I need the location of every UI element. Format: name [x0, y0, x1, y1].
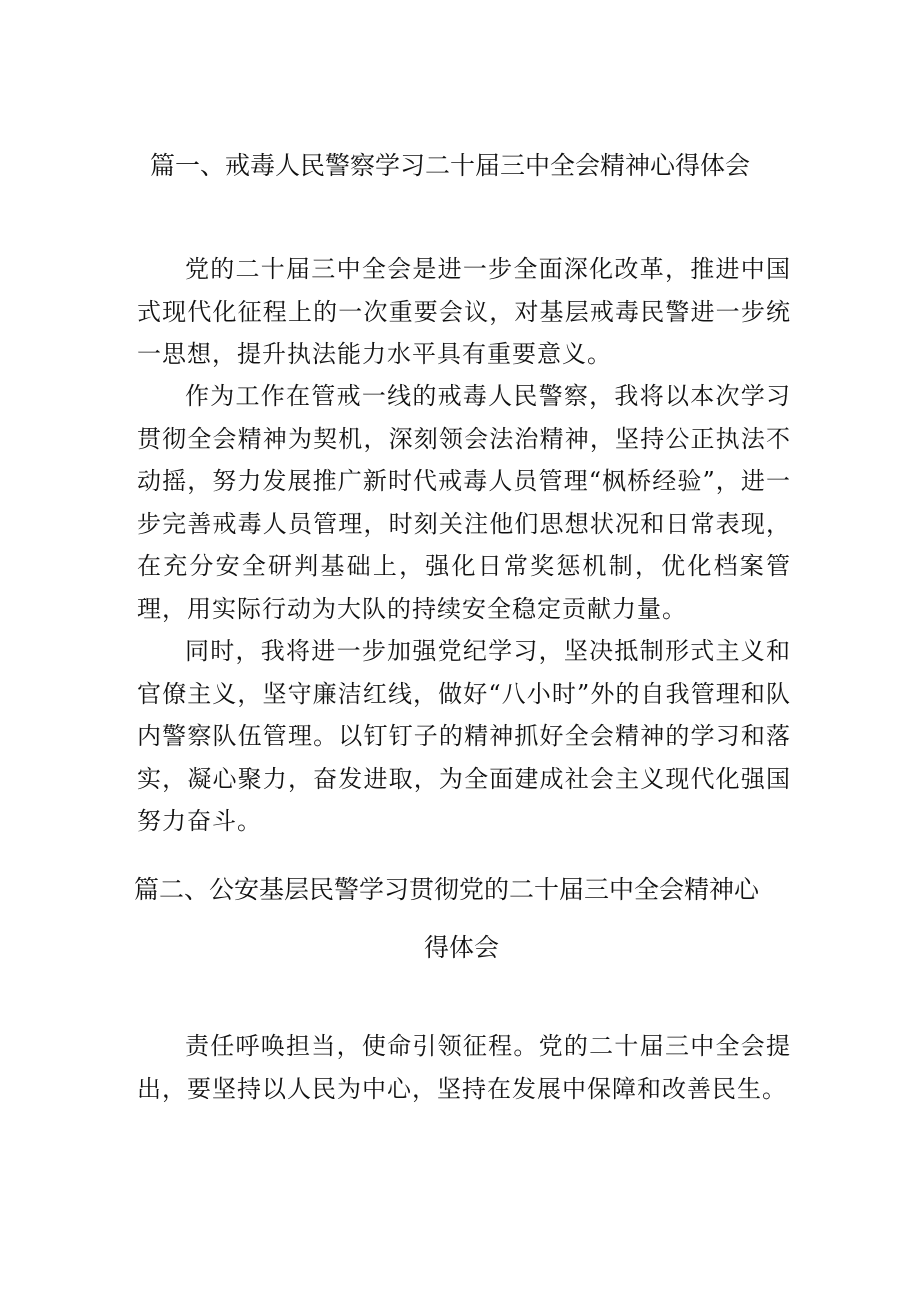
- article-2-paragraph-1: 责任呼唤担当，使命引领征程。党的二十届三中全会提出，要坚持以人民为中心，坚持在发展中保障和改善民生。: [137, 1032, 791, 1103]
- article-1-paragraph-1: 党的二十届三中全会是进一步全面深化改革，推进中国式现代化征程上的一次重要会议，对基层戒毒民警进一步统一思想，提升执法能力水平具有重要意义。: [137, 255, 791, 369]
- article-1-paragraph-3: 同时，我将进一步加强党纪学习，坚决抵制形式主义和官僚主义，坚守廉洁红线，做好“八小时”外的自我管理和队内警察队伍管理。以钉钉子的精神抓好全会精神的学习和落实，凝心聚力，奋发进取，为全面建成社会主义现代化强国努力奋斗。: [137, 637, 791, 836]
- article-1-paragraph-2: 作为工作在管戒一线的戒毒人民警察，我将以本次学习贯彻全会精神为契机，深刻领会法治精神，坚持公正执法不动摇，努力发展推广新时代戒毒人员管理“枫桥经验”，进一步完善戒毒人员管理，时刻关注他们思想状况和日常表现，在充分安全研判基础上，强化日常奖惩机制，优化档案管理，用实际行动为大队的持续安全稳定贡献力量。: [137, 382, 791, 623]
- article-2-title-line-1: 篇二、公安基层民警学习贯彻党的二十届三中全会精神心: [134, 875, 760, 904]
- article-2-title-line-2: 得体会: [424, 933, 500, 962]
- article-1-title: 篇一、戒毒人民警察学习二十届三中全会精神心得体会: [150, 151, 751, 180]
